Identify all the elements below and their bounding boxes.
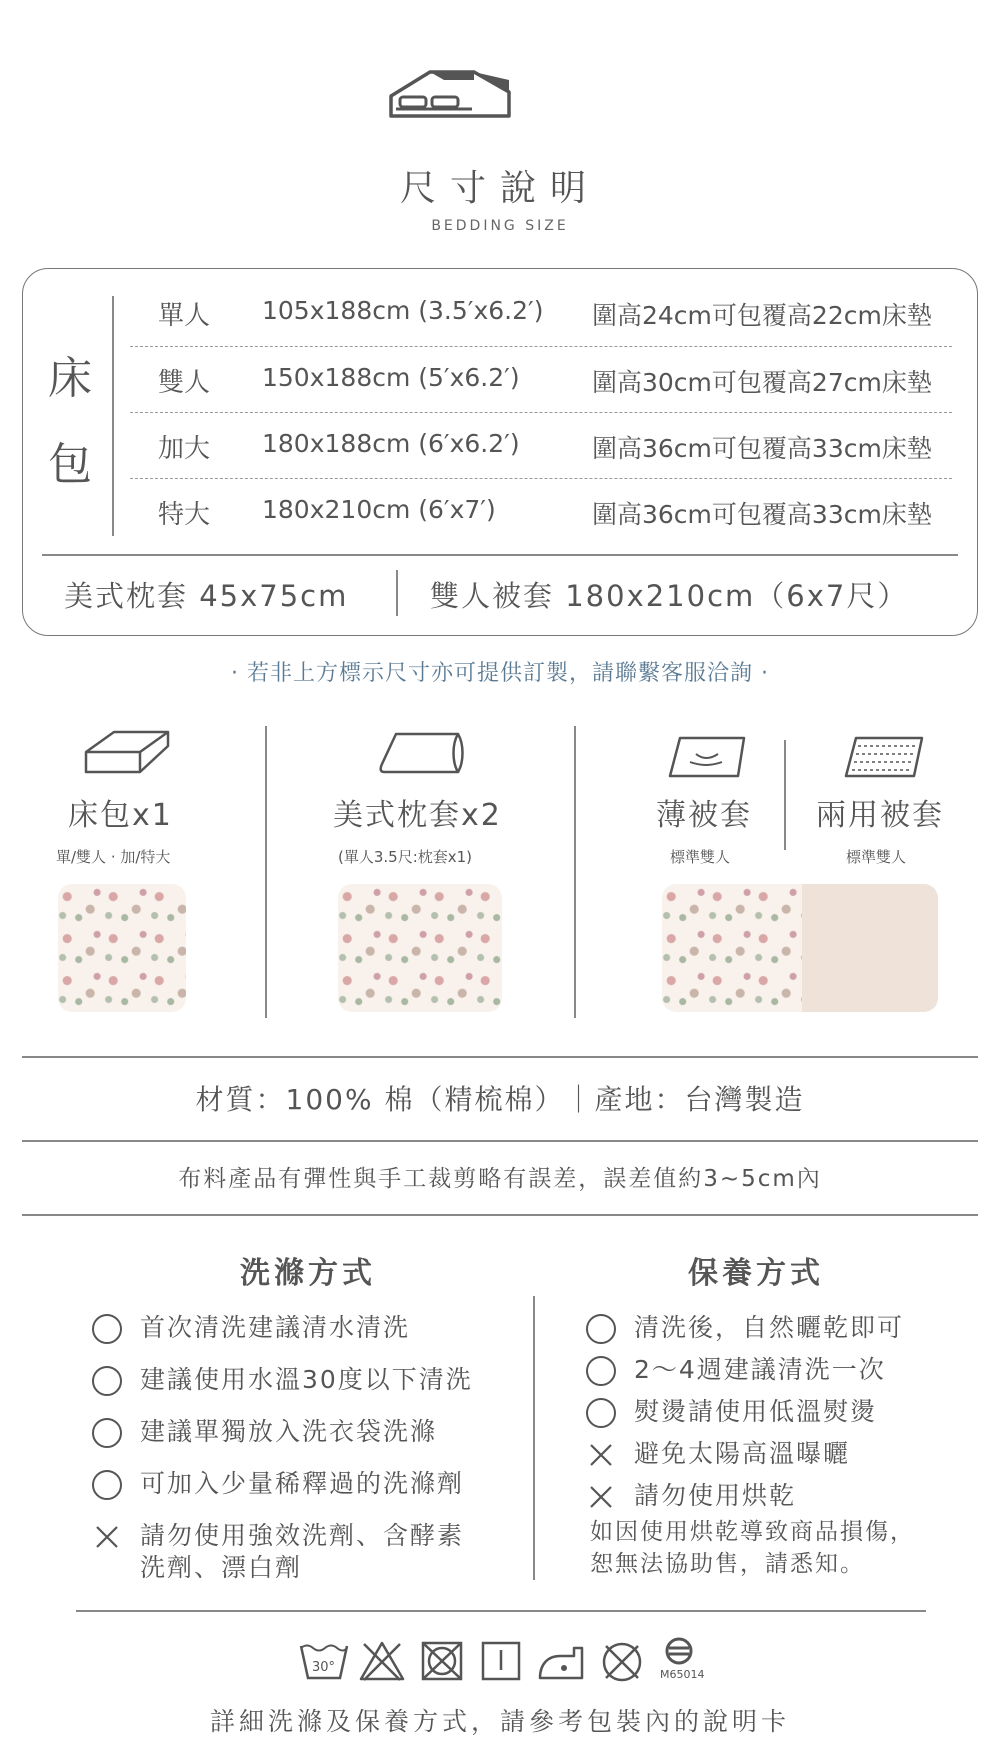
item-divider xyxy=(574,726,576,1018)
care-divider xyxy=(533,1296,535,1580)
washing-text: 請勿使用強效洗劑、含酵素 xyxy=(140,1521,465,1550)
fabric-swatch xyxy=(58,884,186,1012)
size-row-note: 圍高36cm可包覆高33cm床墊 xyxy=(592,500,932,529)
label-char-2: 包 xyxy=(48,439,92,490)
care-note-line1: 如因使用烘乾導致商品損傷， xyxy=(590,1519,915,1545)
item-name: 薄被套 xyxy=(656,798,752,833)
plain-swatch xyxy=(802,884,938,1012)
line-dry-icon xyxy=(480,1640,522,1682)
item-divider xyxy=(784,740,786,850)
washing-text-cont: 洗劑、漂白劑 xyxy=(140,1553,303,1582)
washing-item xyxy=(92,1312,473,1364)
care-item xyxy=(586,1438,904,1480)
item-name: 美式枕套x2 xyxy=(333,798,502,833)
label-char-1: 床 xyxy=(48,353,92,404)
size-row-note: 圍高30cm可包覆高27cm床墊 xyxy=(592,368,932,397)
row-divider xyxy=(130,478,952,479)
footer-note: 詳細洗滌及保養方式，請參考包裝內的說明卡 xyxy=(209,1707,790,1736)
washing-text: 建議單獨放入洗衣袋洗滌 xyxy=(140,1417,438,1446)
care-text: 2～4週建議清洗一次 xyxy=(634,1355,886,1384)
custom-order-note: · 若非上方標示尺寸亦可提供訂製，請聯繫客服洽詢 · xyxy=(231,661,769,686)
ok-circle-icon xyxy=(92,1470,122,1500)
duvet-size: 雙人被套 180x210cm（6x7尺） xyxy=(430,579,909,613)
page-subtitle: BEDDING SIZE xyxy=(431,218,569,234)
care-item xyxy=(586,1396,904,1438)
care-title: 保養方式 xyxy=(688,1256,824,1291)
no-dry-clean-icon xyxy=(600,1640,644,1684)
care-note-line2: 恕無法協助售，請悉知。 xyxy=(590,1551,865,1577)
ok-circle-icon xyxy=(586,1314,616,1344)
row-divider xyxy=(130,412,952,413)
item-divider xyxy=(265,726,267,1018)
washing-item xyxy=(92,1468,473,1520)
low-iron-icon xyxy=(536,1644,586,1682)
divider xyxy=(22,1214,978,1216)
fabric-swatch xyxy=(338,884,502,1012)
quilt-icon xyxy=(842,734,924,780)
care-item xyxy=(586,1354,904,1396)
size-row-note: 圍高36cm可包覆高33cm床墊 xyxy=(592,434,932,463)
size-row-name: 加大 xyxy=(158,434,211,464)
washing-title: 洗滌方式 xyxy=(240,1256,376,1291)
row-divider xyxy=(130,346,952,347)
pillowcase-size: 美式枕套 45x75cm xyxy=(64,579,349,613)
label-divider xyxy=(112,296,114,536)
size-row-size: 150x188cm (5′x6.2′) xyxy=(262,363,520,392)
divider xyxy=(76,1610,926,1612)
size-row-name: 單人 xyxy=(158,301,211,331)
material-origin: 材質：100% 棉（精梳棉）｜產地：台灣製造 xyxy=(195,1083,805,1116)
washing-text: 建議使用水溫30度以下清洗 xyxy=(140,1365,473,1394)
washing-list xyxy=(92,1312,473,1584)
washing-item xyxy=(92,1520,473,1584)
ok-circle-icon xyxy=(92,1418,122,1448)
panel-divider xyxy=(42,554,958,556)
floral-swatch xyxy=(662,884,802,1012)
size-row-name: 雙人 xyxy=(158,368,211,398)
item-sub: 標準雙人 xyxy=(846,848,907,866)
item-name: 兩用被套 xyxy=(816,798,944,833)
bed-house-icon xyxy=(388,70,512,120)
certification-icon xyxy=(662,1636,696,1666)
cross-icon xyxy=(586,1440,616,1470)
care-item xyxy=(586,1312,904,1354)
fabric-swatch-pair xyxy=(662,884,938,1012)
washing-text: 首次清洗建議清水清洗 xyxy=(140,1313,411,1342)
ok-circle-icon xyxy=(92,1314,122,1344)
ok-circle-icon xyxy=(586,1398,616,1428)
care-text: 熨燙請使用低溫熨燙 xyxy=(634,1397,878,1426)
panel-mid-divider xyxy=(396,570,398,616)
item-sub: (單人3.5尺:枕套x1) xyxy=(338,848,473,866)
washing-item xyxy=(92,1364,473,1416)
washing-item xyxy=(92,1416,473,1468)
item-sub: 標準雙人 xyxy=(670,848,731,866)
care-text: 避免太陽高溫曝曬 xyxy=(634,1439,851,1468)
care-text: 清洗後，自然曬乾即可 xyxy=(634,1313,905,1342)
size-row-size: 105x188cm (3.5′x6.2′) xyxy=(262,296,544,325)
cert-code: M65014 xyxy=(660,1668,705,1681)
care-text: 請勿使用烘乾 xyxy=(634,1481,797,1510)
fitted-sheet-icon xyxy=(82,728,172,776)
size-row-name: 特大 xyxy=(158,500,211,530)
divider xyxy=(22,1140,978,1142)
no-bleach-icon xyxy=(358,1640,406,1682)
washing-text-block xyxy=(140,1520,464,1584)
size-row-size: 180x210cm (6′x7′) xyxy=(262,495,496,524)
cross-icon xyxy=(586,1482,616,1512)
item-name: 床包x1 xyxy=(68,798,173,833)
ok-circle-icon xyxy=(586,1356,616,1386)
wash-temp-label: 30° xyxy=(312,1660,336,1675)
size-row-size: 180x188cm (6′x6.2′) xyxy=(262,429,520,458)
size-row-note: 圍高24cm可包覆高22cm床墊 xyxy=(592,301,932,330)
cross-icon xyxy=(92,1522,122,1552)
divider xyxy=(22,1056,978,1058)
page-title: 尺寸說明 xyxy=(399,168,600,209)
pillowcase-icon xyxy=(378,730,464,776)
tolerance-note: 布料產品有彈性與手工裁剪略有誤差，誤差值約3~5cm內 xyxy=(178,1166,822,1192)
care-list xyxy=(586,1312,904,1522)
item-sub: 單/雙人 · 加/特大 xyxy=(56,848,171,866)
no-tumble-dry-icon xyxy=(420,1640,464,1682)
washing-text: 可加入少量稀釋過的洗滌劑 xyxy=(140,1469,465,1498)
ok-circle-icon xyxy=(92,1366,122,1396)
thin-duvet-icon xyxy=(666,734,746,780)
